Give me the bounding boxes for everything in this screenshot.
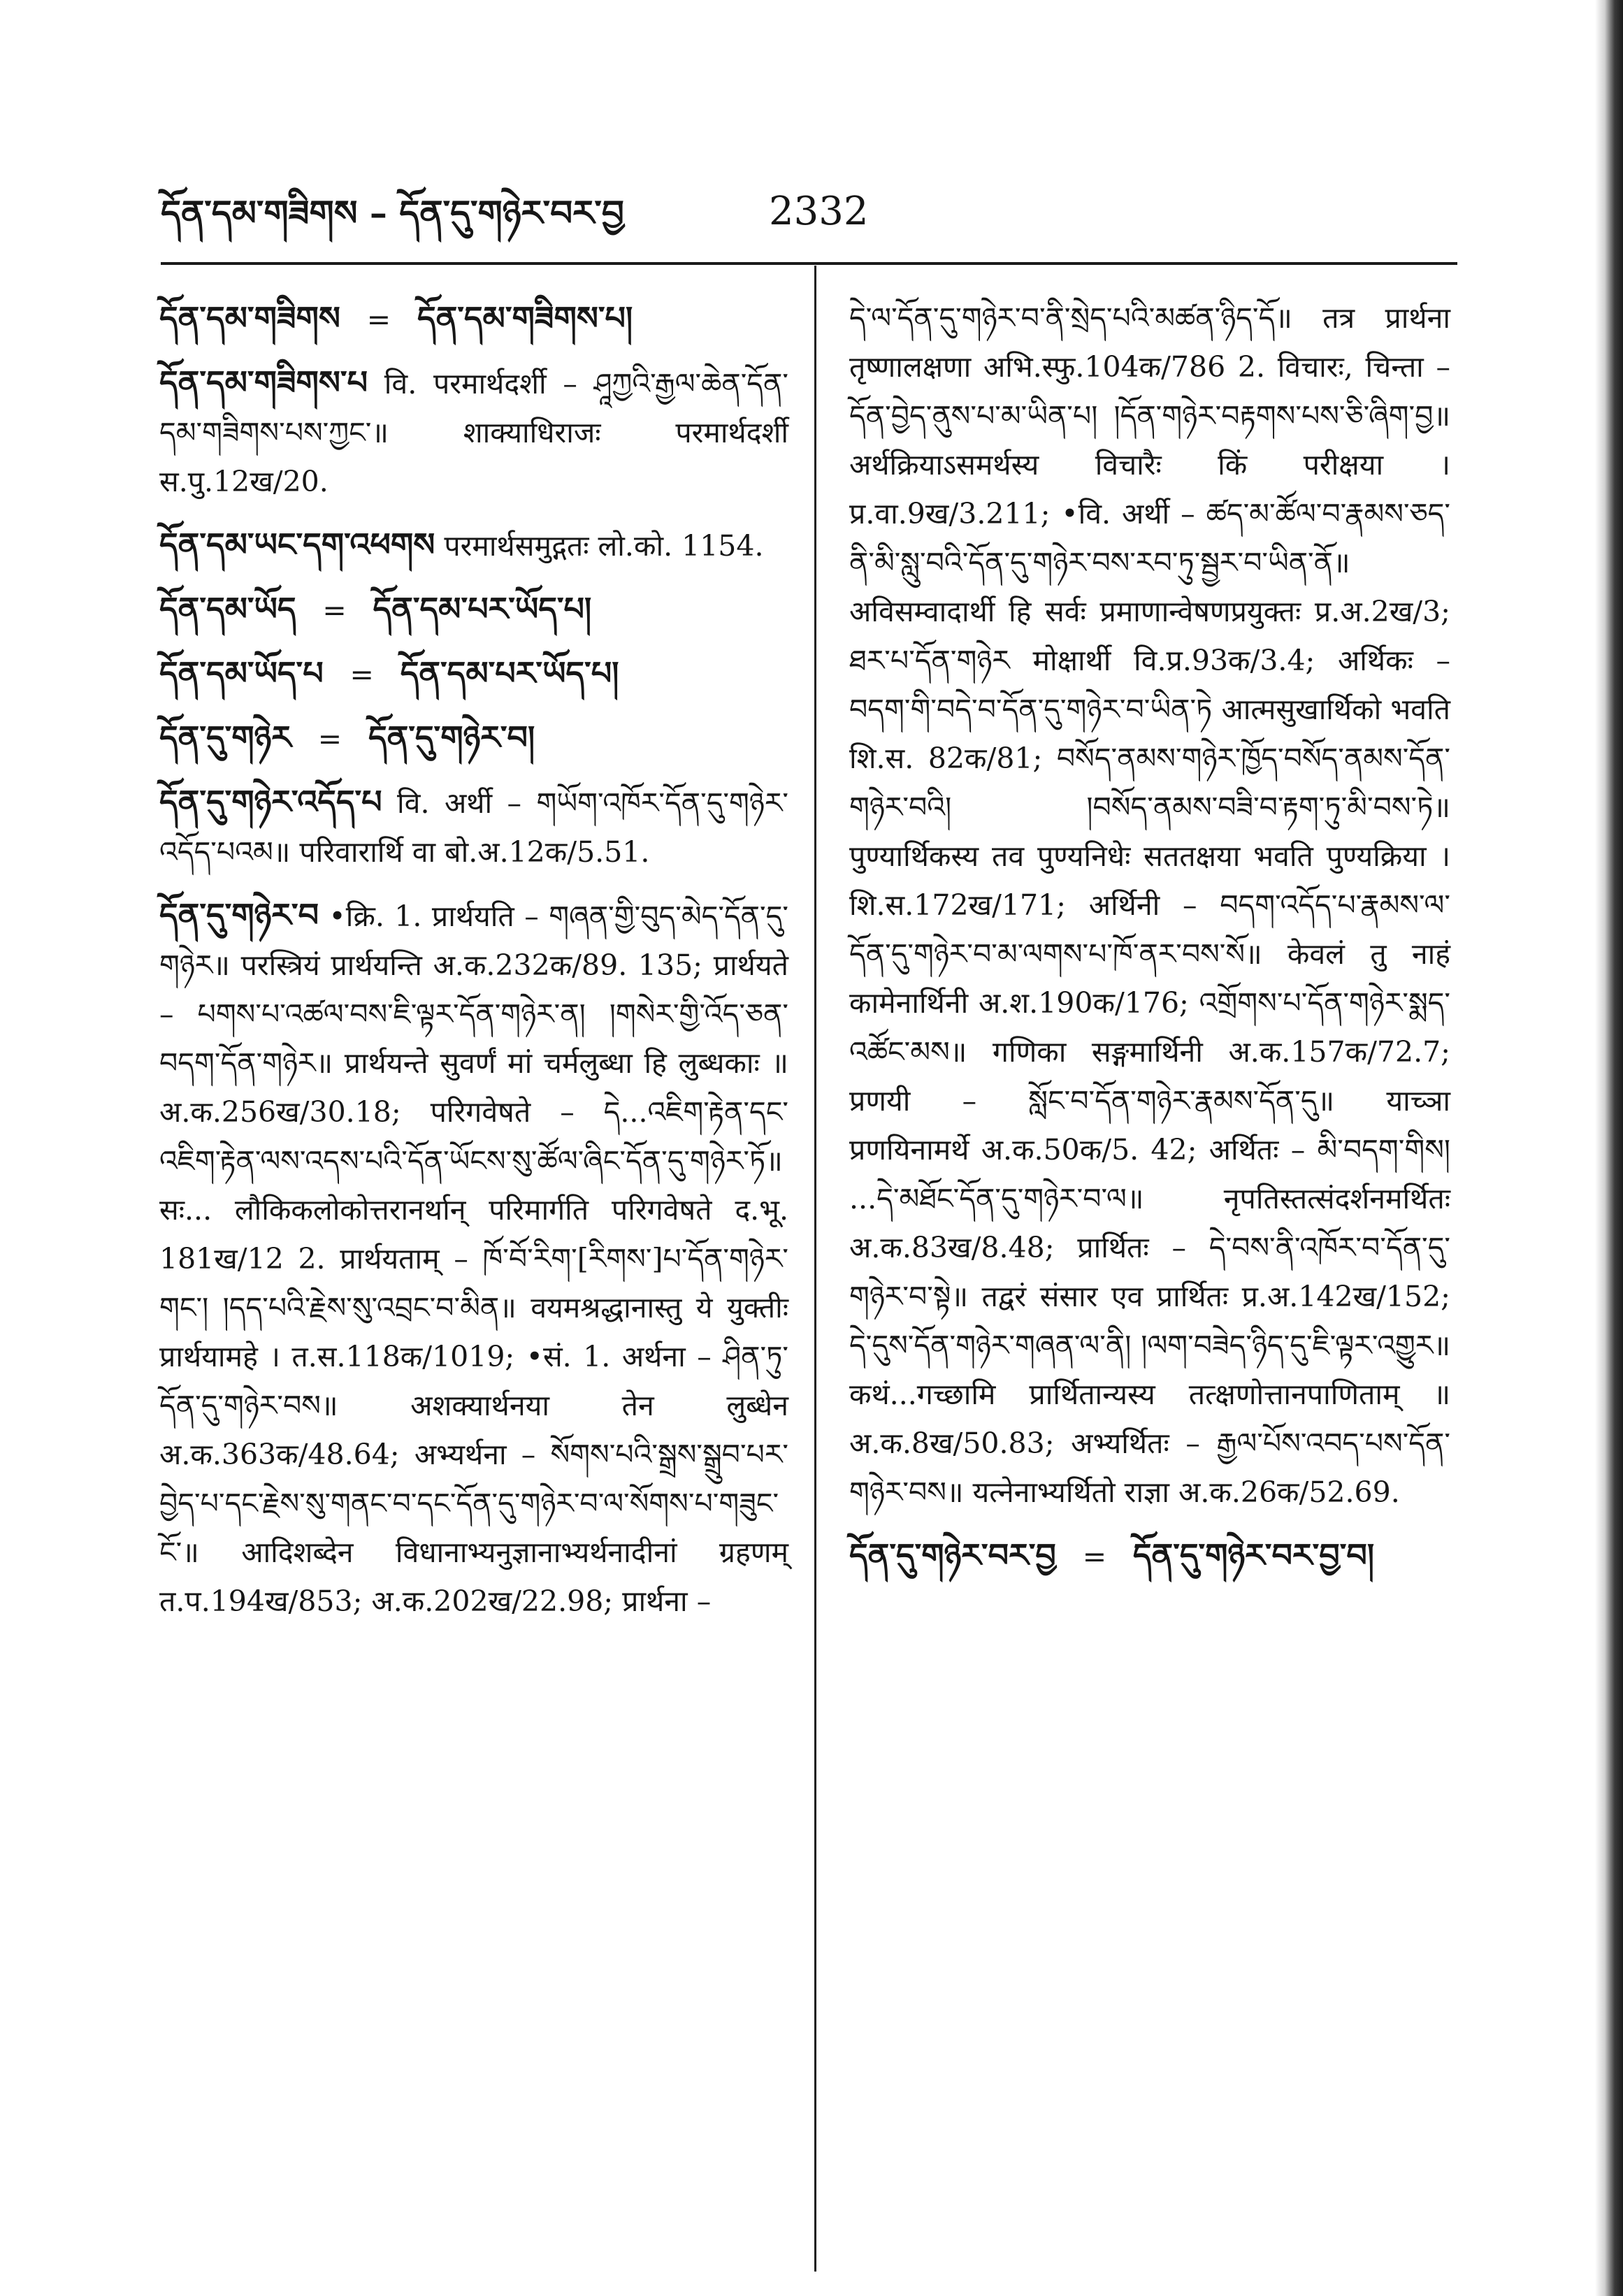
cross-reference: དོན་དུ་གཉེར་བ། (368, 719, 535, 756)
headword: དོན་དུ་གཉེར་བ (159, 896, 319, 934)
dictionary-entry (159, 358, 788, 506)
equals-sign: = (366, 303, 391, 336)
equals-sign: = (1082, 1540, 1107, 1573)
headword: དོན་དམ་ཡོད་པ (159, 654, 324, 692)
page-header (161, 175, 1419, 245)
headword: དོན་དུ་གཉེར (159, 719, 291, 756)
dictionary-entry (159, 890, 788, 1626)
dictionary-entry (159, 713, 788, 763)
headword: དོན་དམ་ཡོད (159, 590, 296, 628)
dictionary-entry (159, 294, 788, 344)
entry-definition: •क्रि. 1. प्रार्थयति – གཞན་གྱི་བུད་མེད་དོན་དུ་གཉེར॥ परस्त्रियं प्रार्थयन्ति अ.क.232क/89. 135; प्रार्थयते – པགས་པ་འཚལ་བས་ཇི་ལྟར་དོན་གཉེར་ན། །གསེར་གྱི་འོད་ཅན་བདག་དོན་གཉེར॥ प्रार्थयन्ते सुवर्णं मां चर्मलुब्धा हि लुब्धकाः ॥ अ.क.256ख/30.18; परिगवेषते – དེ...འཇིག་རྟེན་དང་འཇིག་རྟེན་ལས་འདས་པའི་དོན་ཡོངས་སུ་ཚོལ་ཞིང་དོན་དུ་གཉེར་ཏོ॥ सः... लौकिकलोकोत्तरानर्थान् परिमार्गति परिगवेषते द.भू. 181ख/12 2. प्रार्थयताम् – ཁོ་བོ་རིག་[རིགས་]པ་དོན་གཉེར་གང་། །དད་པའི་རྗེས་སུ་འབྲང་བ་མིན॥ वयमश्रद्धानास्तु ये युक्तीः प्रार्थयामहे । त.स.118क/1019; •सं. 1. अर्थना – ཤིན་ཏུ་དོན་དུ་གཉེར་བས॥ अशक्यार्थनया तेन लुब्धेन अ.क.363क/48.64; अभ्यर्थना – སོགས་པའི་སྒྲས་སྒྲུབ་པར་བྱེད་པ་དང་རྗེས་སུ་གནང་བ་དང་དོན་དུ་གཉེར་བ་ལ་སོགས་པ་གཟུང་ངོ་॥ आदिशब्देन विधानाभ्यनुज्ञानाभ्यर्थनादीनां ग्रहणम् त.प.194ख/853; अ.क.202ख/22.98; प्रार्थना – (159, 900, 788, 1618)
header-rule (161, 262, 1457, 265)
left-column (159, 294, 788, 1640)
entry-definition: परमार्थसमुद्गतः लो.को. 1154. (435, 529, 764, 563)
entry-definition: དེ་ལ་དོན་དུ་གཉེར་བ་ནི་སྲེད་པའི་མཚན་ཉིད་དོ॥ तत्र प्रार्थना तृष्णालक्षणा अभि.स्फु.104क/786 2. विचारः, चिन्ता – དོན་བྱེད་ནུས་པ་མ་ཡིན་པ། །དོན་གཉེར་བརྟགས་པས་ཅི་ཞིག་བྱ॥ अर्थक्रियाऽसमर्थस्य विचारैः किं परीक्षया । प्र.वा.9ख/3.211; •वि. अर्थी – ཚད་མ་ཚོལ་བ་རྣམས་ཅད་ནི་མི་སླུ་བའི་དོན་དུ་གཉེར་བས་རབ་ཏུ་སྦྱར་བ་ཡིན་ནོ॥ अविसम्वादार्थी हि सर्वः प्रमाणान्वेषणप्रयुक्तः प्र.अ.2ख/3; ཐར་པ་དོན་གཉེར मोक्षार्थी वि.प्र.93क/3.4; अर्थिकः – བདག་གི་བདེ་བ་དོན་དུ་གཉེར་བ་ཡིན་ཏེ आत्मसुखार्थिको भवति शि.स. 82क/81; བསོད་ནམས་གཉེར་ཁྱོད་བསོད་ནམས་དོན་གཉེར་བའི། །བསོད་ནམས་བཟི་བ་རྟག་ཏུ་མི་བས་ཏེ॥ पुण्यार्थिकस्य तव पुण्यनिधेः सततक्षया भवति पुण्यक्रिया । शि.स.172ख/171; अर्थिनी – བདག་འདོད་པ་རྣམས་ལ་དོན་དུ་གཉེར་བ་མ་ལགས་པ་ཁོ་ནར་བས་སོ॥ केवलं तु नाहं कामेनार्थिनी अ.श.190क/176; འགྲོགས་པ་དོན་གཉེར་སྨད་འཚོང་མས॥ गणिका सङ्गमार्थिनी अ.क.157क/72.7; प्रणयी – སློང་བ་དོན་གཉེར་རྣམས་དོན་དུ॥ याच्ञा प्रणयिनामर्थे अ.क.50क/5. 42; अर्थितः – མི་བདག་གིས། ...དེ་མཐོང་དོན་དུ་གཉེར་བ་ལ॥ नृपतिस्तत्संदर्शनमर्थितः अ.क.83ख/8.48; प्रार्थितः – དེ་བས་ནི་འཁོར་བ་དོན་དུ་གཉེར་བ་སྟེ॥ तद्वरं संसार एव प्रार्थितः प्र.अ.142ख/152; དེ་དུས་དོན་གཉེར་གཞན་ལ་ནི། །ལག་བཟེད་ཉིད་དུ་ཇི་ལྟར་འགྱུར॥ कथं...गच्छामि प्रार्थितान्यस्य तत्क्षणोत्तानपाणिताम् ॥ अ.क.8ख/50.83; अभ्यर्थितः – རྒྱལ་པོས་འབད་པས་དོན་གཉེར་བས॥ यत्नेनाभ्यर्थितो राज्ञा अ.क.26क/52.69. (849, 301, 1450, 1509)
cross-reference: དོན་དུ་གཉེར་བར་བྱ་བ། (1132, 1536, 1375, 1574)
equals-sign: = (322, 593, 347, 627)
dictionary-entry (159, 520, 788, 570)
dictionary-entry (849, 294, 1450, 1517)
headword: དོན་དམ་གཟིགས (159, 299, 340, 337)
cross-reference: དོན་དམ་པར་ཡོད་པ། (400, 654, 619, 692)
equals-sign: = (349, 658, 374, 691)
dictionary-entry (849, 1531, 1450, 1581)
entry-definition: वि. परमार्थदर्शी – ཤཱཀྱའི་རྒྱལ་ཆེན་དོན་དམ་གཟིགས་པས་ཀྱང་॥ शाक्याधिराजः परमार्थदर्शी स.पु.12ख/20. (159, 367, 788, 498)
cross-reference: དོན་དམ་གཟིགས་པ། (417, 299, 633, 337)
headword: དོན་དུ་གཉེར་འདོད་པ (159, 783, 382, 821)
dictionary-entry (159, 649, 788, 699)
headword: དོན་དམ་གཟིགས་པ (159, 363, 368, 401)
dictionary-entry (159, 584, 788, 635)
entry-definition: वि. अर्थी – གཡོག་འཁོར་དོན་དུ་གཉེར་འདོད་པའམ॥ परिवारार्थि वा बो.अ.12क/5.51. (159, 786, 788, 869)
cross-reference: དོན་དམ་པར་ཡོད་པ། (373, 590, 592, 628)
running-head: དོན་དམ་གཟིགས – དོན་དུ་གཉེར་བར་བྱ (161, 192, 624, 233)
page-number: 2332 (769, 189, 869, 234)
headword: དོན་དུ་གཉེར་བར་བྱ (849, 1536, 1056, 1574)
scan-edge-shadow (1595, 0, 1623, 2296)
right-column (849, 294, 1450, 1595)
column-divider (814, 266, 816, 2272)
dictionary-entry (159, 777, 788, 876)
equals-sign: = (317, 722, 342, 756)
headword: དོན་དམ་ཡང་དག་འཕགས (159, 526, 435, 563)
